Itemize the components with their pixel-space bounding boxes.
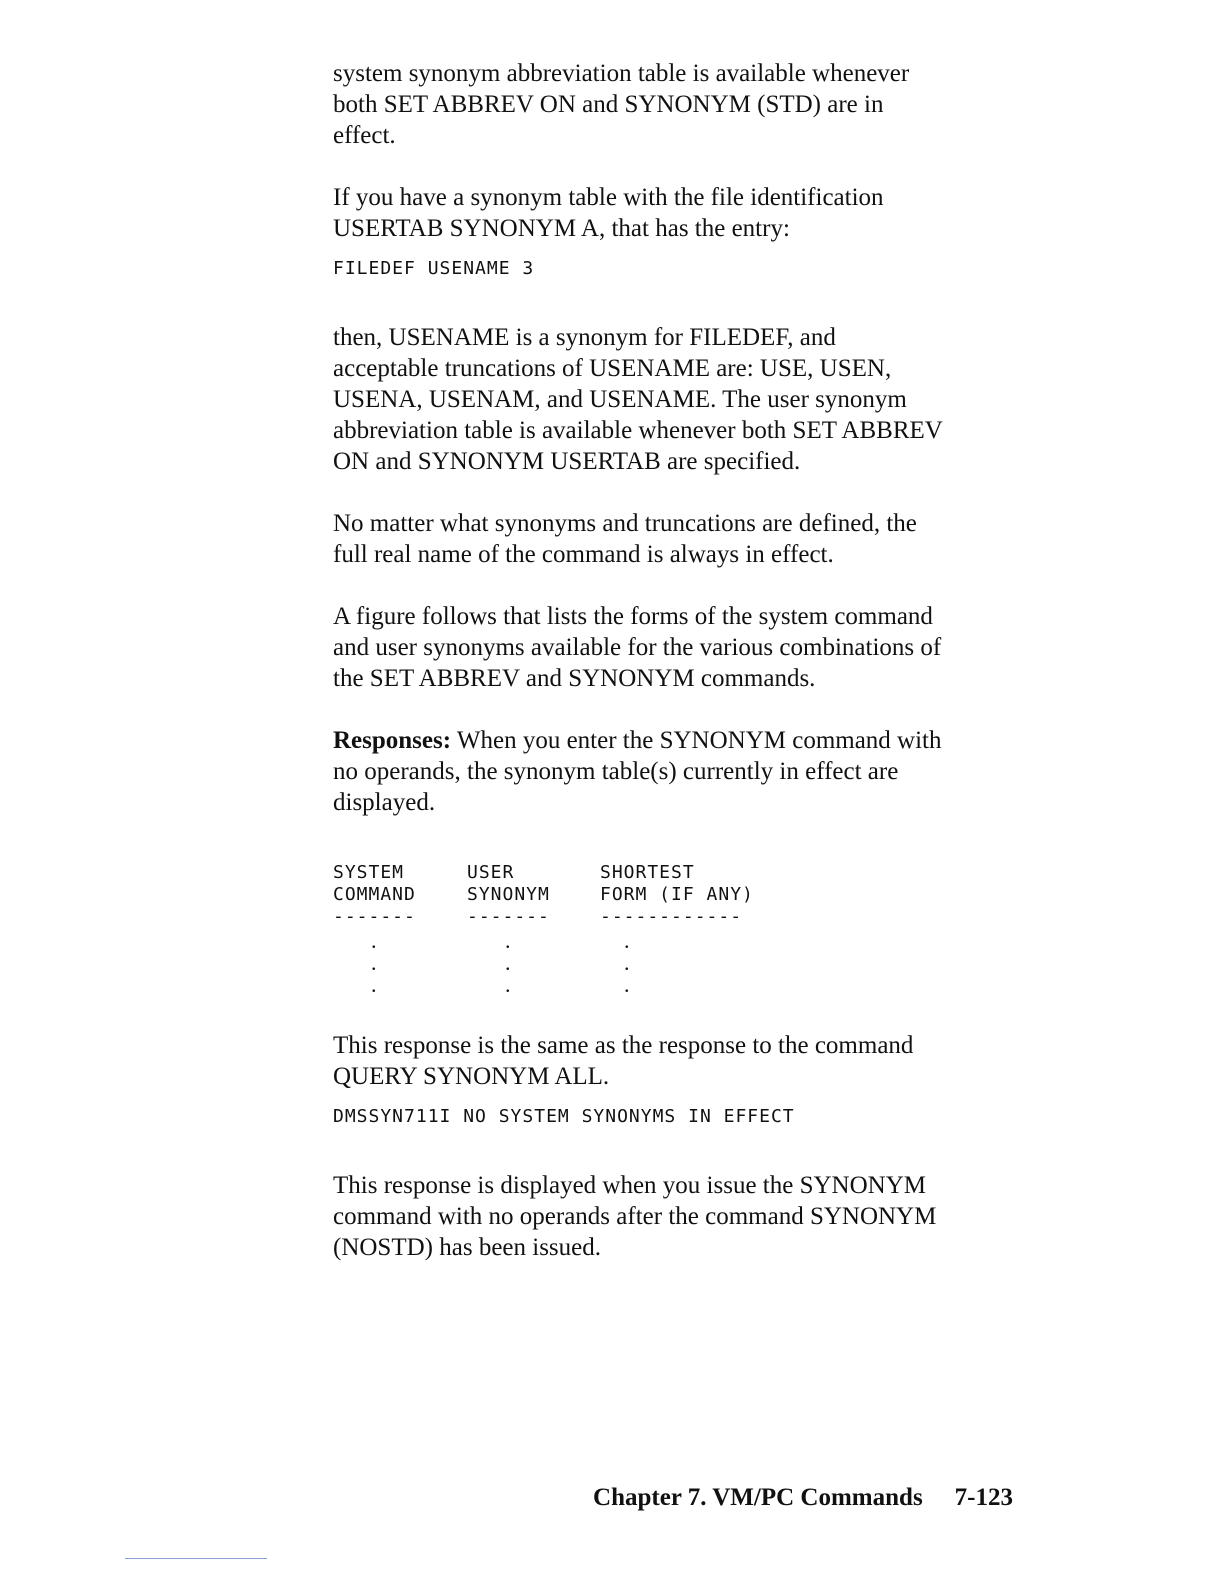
text-line: the SET ABBREV and SYNONYM commands. bbox=[333, 665, 816, 692]
responses-label: Responses: bbox=[333, 727, 452, 754]
text-line: A figure follows that lists the forms of the system command bbox=[333, 603, 933, 630]
ellipsis-row bbox=[333, 930, 1033, 952]
dot: . bbox=[624, 950, 630, 975]
header-cell: SYSTEM bbox=[333, 862, 405, 883]
text-line: abbreviation table is available whenever both SET ABBREV bbox=[333, 417, 943, 444]
header-cell: USER bbox=[467, 862, 515, 883]
text-line: no operands, the synonym table(s) currently in effect are bbox=[333, 758, 899, 785]
paragraph-usertab bbox=[333, 182, 1033, 244]
paragraph-query-synonym bbox=[333, 1030, 1033, 1092]
footer-rule bbox=[125, 1558, 267, 1559]
dot: . bbox=[505, 928, 511, 953]
paragraph-responses bbox=[333, 725, 1033, 818]
text-line: No matter what synonyms and truncations are defined, the bbox=[333, 510, 917, 537]
paragraph-figure-note bbox=[333, 601, 1033, 694]
text-line: QUERY SYNONYM ALL. bbox=[333, 1063, 610, 1090]
page-footer bbox=[593, 1484, 1013, 1512]
code-example-filedef: FILEDEF USENAME 3 bbox=[333, 258, 535, 279]
dot: . bbox=[371, 972, 377, 997]
page-body bbox=[333, 58, 1033, 1294]
paragraph-nostd bbox=[333, 1170, 1033, 1263]
text-line: and user synonyms available for the various combinations of bbox=[333, 634, 942, 661]
header-cell: SHORTEST bbox=[600, 862, 695, 883]
paragraph-abbrev-table bbox=[333, 58, 1033, 151]
paragraph-real-name bbox=[333, 508, 1033, 570]
text-run: When you enter the SYNONYM command with bbox=[451, 727, 942, 754]
text-line: command with no operands after the command SYNONYM bbox=[333, 1203, 937, 1230]
text-line: USENA, USENAM, and USENAME. The user synonym bbox=[333, 386, 907, 413]
text-line: displayed. bbox=[333, 789, 436, 816]
text-line: full real name of the command is always in effect. bbox=[333, 541, 834, 568]
dot: . bbox=[624, 972, 630, 997]
paragraph-usename bbox=[333, 322, 1033, 477]
code-message-dmssyn711i: DMSSYN711I NO SYSTEM SYNONYMS IN EFFECT bbox=[333, 1106, 795, 1127]
underline-cell: ------- bbox=[467, 906, 550, 927]
ellipsis-row bbox=[333, 974, 1033, 996]
text-line: If you have a synonym table with the file identification bbox=[333, 184, 884, 211]
chapter-title: Chapter 7. VM/PC Commands bbox=[593, 1484, 923, 1511]
ellipsis-row bbox=[333, 952, 1033, 974]
header-cell: FORM (IF ANY) bbox=[600, 884, 754, 905]
text-line bbox=[333, 725, 1033, 756]
table-header-row bbox=[333, 862, 1033, 884]
text-line: This response is displayed when you issue the SYNONYM bbox=[333, 1172, 927, 1199]
text-line: effect. bbox=[333, 122, 396, 149]
text-line: (NOSTD) has been issued. bbox=[333, 1234, 602, 1261]
text-line: then, USENAME is a synonym for FILEDEF, and bbox=[333, 324, 836, 351]
header-cell: COMMAND bbox=[333, 884, 416, 905]
text-line: system synonym abbreviation table is available whenever bbox=[333, 60, 910, 87]
text-line: This response is the same as the response to the command bbox=[333, 1032, 914, 1059]
dot: . bbox=[505, 950, 511, 975]
response-table bbox=[333, 862, 1033, 996]
dot: . bbox=[505, 972, 511, 997]
dot: . bbox=[624, 928, 630, 953]
underline-cell: ------- bbox=[333, 906, 416, 927]
text-line: both SET ABBREV ON and SYNONYM (STD) are in bbox=[333, 91, 884, 118]
table-header-row bbox=[333, 884, 1033, 906]
text-line: ON and SYNONYM USERTAB are specified. bbox=[333, 448, 801, 475]
text-line: USERTAB SYNONYM A, that has the entry: bbox=[333, 215, 790, 242]
text-line: acceptable truncations of USENAME are: USE, USEN, bbox=[333, 355, 892, 382]
dot: . bbox=[371, 928, 377, 953]
underline-cell: ------------ bbox=[600, 906, 743, 927]
dot: . bbox=[371, 950, 377, 975]
page-number: 7-123 bbox=[954, 1484, 1013, 1511]
header-cell: SYNONYM bbox=[467, 884, 550, 905]
table-underline-row bbox=[333, 906, 1033, 928]
